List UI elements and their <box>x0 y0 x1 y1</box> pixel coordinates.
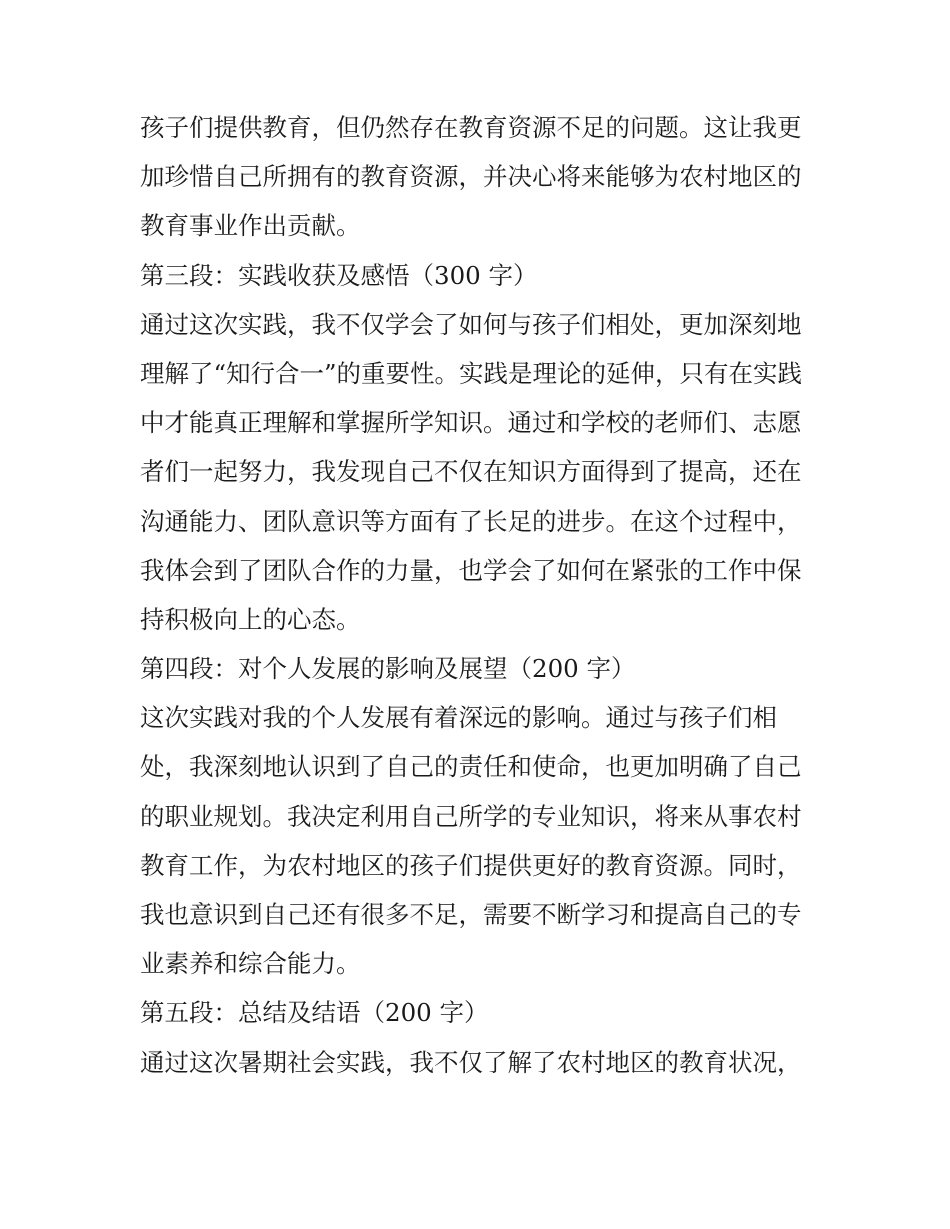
text-line: 中才能真正理解和掌握所学知识。通过和学校的老师们、志愿 <box>140 408 802 438</box>
text-line: 通过这次暑期社会实践，我不仅了解了农村地区的教育状况， <box>140 1047 802 1077</box>
text-line: 处，我深刻地认识到了自己的责任和使命，也更加明确了自己 <box>140 752 802 782</box>
text-line: 我也意识到自己还有很多不足，需要不断学习和提高自己的专 <box>140 900 802 929</box>
text-line: 持积极向上的心态。 <box>140 604 361 634</box>
text-line: 通过这次实践，我不仅学会了如何与孩子们相处，更加深刻地 <box>140 309 802 339</box>
text-line: 的职业规划。我决定利用自己所学的专业知识，将来从事农村 <box>140 801 802 831</box>
text-line: 我体会到了团队合作的力量，也学会了如何在紧张的工作中保 <box>140 555 802 585</box>
section-heading-3: 第三段：实践收获及感悟（300 字） <box>140 260 538 290</box>
section-heading-5: 第五段：总结及结语（200 字） <box>140 998 489 1028</box>
text-line: 沟通能力、团队意识等方面有了长足的进步。在这个过程中， <box>140 506 802 536</box>
text-line: 业素养和综合能力。 <box>140 949 361 979</box>
text-line: 教育事业作出贡献。 <box>140 211 361 241</box>
document-body <box>140 103 820 1087</box>
section-heading-4: 第四段：对个人发展的影响及展望（200 字） <box>140 654 636 684</box>
text-line: 孩子们提供教育，但仍然存在教育资源不足的问题。这让我更 <box>140 113 802 142</box>
text-line: 理解了“知行合一”的重要性。实践是理论的延伸，只有在实践 <box>140 358 803 388</box>
text-line: 这次实践对我的个人发展有着深远的影响。通过与孩子们相 <box>140 703 777 733</box>
text-line: 教育工作，为农村地区的孩子们提供更好的教育资源。同时， <box>140 850 802 880</box>
text-line: 者们一起努力，我发现自己不仅在知识方面得到了提高，还在 <box>140 457 802 487</box>
text-line: 加珍惜自己所拥有的教育资源，并决心将来能够为农村地区的 <box>140 162 802 192</box>
